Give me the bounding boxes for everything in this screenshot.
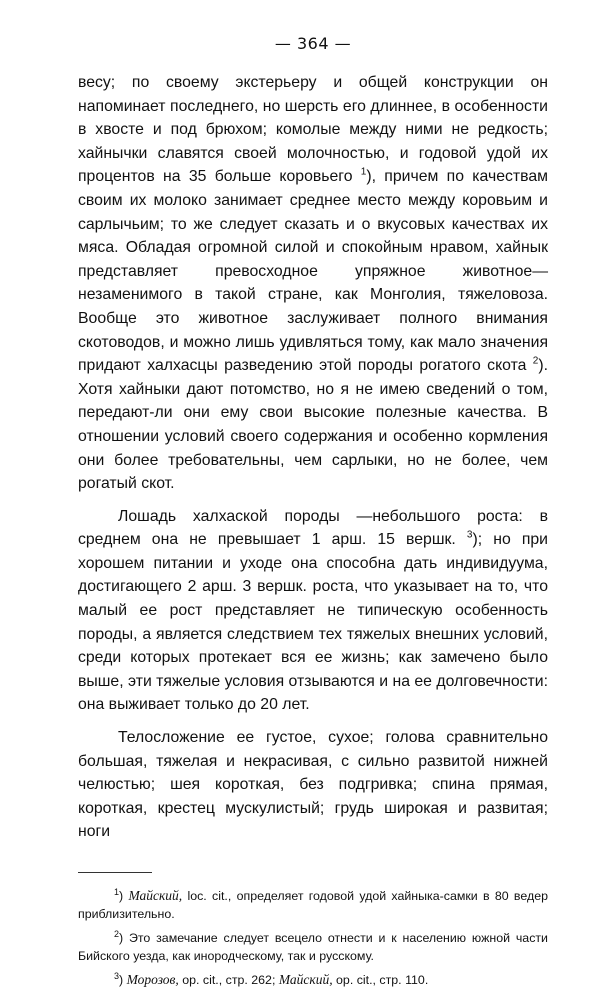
footnote-ref-1: 1 [360, 167, 367, 179]
footnote-3-mark: 3 [114, 970, 120, 981]
footnote-divider [78, 872, 152, 873]
footnote-3: $^3$) Морозов, op. cit., стр. 262; Майский, op. cit., стр. 110. [114, 970, 429, 987]
paragraph-1-text-a: весу; по своему экстерьеру и общей конструкции он напоминает последнего, но шерсть его длиннее, в особенности в хвосте и под брюхом; комолые между ними не редкость; хайнычки славятся своей молочностью, и годовой удой их процентов на 35 больше коровьего [78, 74, 548, 186]
paragraph-2-text-a: Лошадь халхаской породы —небольшого роста: в среднем она не превышает 1 арш. 15 вершк. [78, 507, 548, 549]
body-text [78, 71, 548, 844]
footnote-3-author-2: Майский, [278, 972, 333, 987]
footnote-ref-3: 3 [466, 530, 473, 542]
footnote-2-mark: 2 [114, 928, 120, 939]
footnote-3-text-b: op. cit., стр. 110. [332, 973, 429, 987]
footnote-3-author: Морозов, [126, 972, 179, 987]
footnote-1-author: Майский, [128, 888, 183, 903]
footnote-1: $^1$) Майский, loc. cit., определяет годовой удой хайныка-самки в 80 ведер приблизительно. [78, 886, 548, 921]
footnotes [78, 887, 548, 989]
footnote-ref-2: 2 [532, 355, 539, 367]
paragraph-1 [78, 71, 548, 496]
footnote-3-text-a: op. cit., стр. 262; [178, 973, 279, 987]
paragraph-1-text-c: ). Хотя хайныки дают потомство, но я не имею сведений о том, передают-ли они ему свои высокие полезные качества. В отношении условий своего содержания и особенно кормления они более требовательны, чем сарлыки, но не более, чем рогатый скот. [78, 357, 548, 493]
paragraph-2-text-b: ); но при хорошем питании и уходе она способна дать индивидуума, достигающего 2 арш. 3 вершк. роста, что указывает на то, что малый ее рост представляет не типическую особенность породы, а является следствием тех тяжелых внешних условий, среди которых протекает вся ее жизнь; как замечено было выше, эти тяжелые условия отзываются и на ее долговечности: она выживает только до 20 лет. [78, 531, 548, 714]
paragraph-2 [78, 505, 548, 717]
page [78, 0, 548, 995]
page-number: — 364 — [274, 34, 352, 53]
footnote-1-mark: 1 [114, 886, 120, 897]
footnote-2-text: Это замечание следует всецело отнести и к населению южной части Бийского уезда, как инородческому, так и русскому. [78, 931, 548, 963]
paragraph-3-text: Телосложение ее густое, сухое; голова сравнительно большая, тяжелая и некрасивая, с сильно развитой нижней челюстью; шея короткая, без подгривка; спина прямая, короткая, крестец мускулистый; грудь широкая и развитая; ноги [78, 729, 548, 841]
footnote-2: $^2$) Это замечание следует всецело отнести и к населению южной части Бийского уезда, как инородческому, так и русскому. [78, 928, 548, 963]
paragraph-3 [78, 726, 548, 844]
footnote-1-text: loc. cit., определяет годовой удой хайныка-самки в 80 ведер приблизительно. [78, 889, 548, 921]
paragraph-1-text-b: ), причем по качествам своим их молоко занимает среднее место между коровьим и сарлычьим; то же следует сказать и о вкусовых качествах их мяса. Обладая огромной силой и спокойным нравом, хайнык представляет превосходное упряжное животное—незаменимого в такой стране, как Монголия, тяжеловоза. Вообще это животное заслуживает полного внимания скотоводов, и можно лишь удивляться тому, как мало значения придают халхасцы разведению этой породы рогатого скота [78, 168, 548, 375]
